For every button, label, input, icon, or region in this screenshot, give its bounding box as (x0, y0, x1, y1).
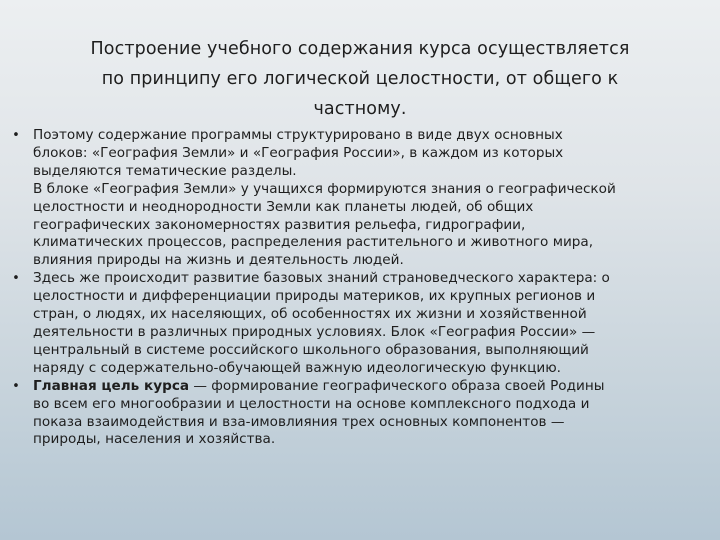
text-line: Поэтому содержание программы структурировано в виде двух основных (33, 127, 563, 143)
text-line: В блоке «География Земли» у учащихся формируются знания о географической (33, 180, 616, 197)
text-line: наряду с содержательно-обучающей важную идеологическую функцию. (33, 359, 561, 376)
bullet-marker: • (12, 128, 20, 143)
text-line: целостности и неоднородности Земли как планеты людей, об общих (33, 198, 534, 215)
text-line: влияния природы на жизнь и деятельность людей. (33, 252, 404, 269)
bullet-item-main-goal (10, 378, 714, 450)
text-line: географических закономерностях развития рельефа, гидрографии, (33, 216, 526, 233)
slide-title (40, 34, 680, 124)
text-line: деятельности в различных природных условиях. Блок «География России» — (33, 323, 596, 340)
text-line: целостности и дифференциации природы материков, их крупных регионов и (33, 288, 596, 305)
bullet-marker: • (12, 271, 20, 287)
title-line: Построение учебного содержания курса осуществляется (90, 38, 630, 59)
text-line (33, 378, 714, 396)
text-line: стран, о людях, их населяющих, об особенностях их жизни и хозяйственной (33, 306, 587, 323)
text-line: климатических процессов, распределения растительного и животного мира, (33, 234, 594, 251)
text-line: природы, населения и хозяйства. (33, 431, 276, 448)
text-line: показа взаимодействия и вза-имовлияния трех основных компонентов — (33, 413, 565, 430)
title-line: по принципу его логической целостности, от общего к (101, 68, 619, 89)
bullet-marker: • (12, 378, 20, 394)
bullet-item-structure (10, 127, 714, 270)
main-goal-text: — формирование географического образа своей Родины (189, 377, 605, 394)
text-line: блоков: «География Земли» и «География России», в каждом из которых (33, 144, 564, 161)
text-line: Здесь же происходит развитие базовых знаний страноведческого характера: о (33, 270, 610, 287)
title-line: частному. (313, 98, 407, 119)
text-line: выделяются тематические разделы. (33, 162, 297, 179)
text-line: во всем его многообразии и целостности на основе комплексного подхода и (33, 395, 590, 412)
main-goal-label: Главная цель курса (33, 377, 190, 394)
text-line: центральный в системе российского школьного образования, выполняющий (33, 341, 589, 358)
bullet-item-regional-knowledge (10, 270, 714, 377)
bullet-list (10, 127, 714, 449)
